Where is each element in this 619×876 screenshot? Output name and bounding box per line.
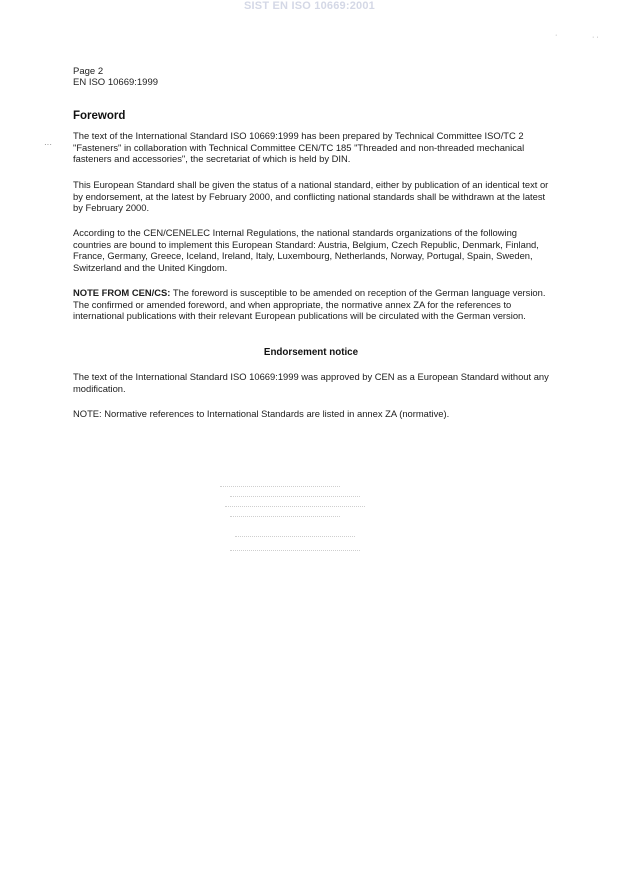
scan-mark: ··· [44,140,52,149]
foreword-paragraph-3: According to the CEN/CENELEC Internal Regulations, the national standards organizations of the following countries are bound to implement this European Standard: Austria, Belgium, Czech Republic, Denmark, Finland, France, Germany, Greece, Iceland, Ireland, Italy, Luxembourg, Netherlands, Norway, Portugal, Spain, Sweden, Switzerland and the United Kingdom. [73,227,539,273]
foreword-title: Foreword [73,110,126,122]
foreword-paragraph-2: This European Standard shall be given the status of a national standard, either by publication of an identical text or by endorsement, at the latest by February 2000, and conflicting national standards shall be withdrawn at the latest by February 2000. [73,179,549,214]
page-number: Page 2 [73,66,104,77]
scan-speck: · · [592,34,599,41]
foreword-paragraph-1: The text of the International Standard ISO 10669:1999 has been prepared by Technical Committee ISO/TC 2 "Fasteners" in collaboration with Technical Committee CEN/TC 185 "Threaded and non-threaded mechanical fasteners and accessories", the secretariat of which is held by DIN. [73,130,525,165]
note-lead: NOTE FROM CEN/CS: [73,287,171,298]
faint-stamp-residue [210,478,370,558]
standard-reference: EN ISO 10669:1999 [73,77,159,88]
normative-references-note: NOTE: Normative references to International Standards are listed in annex ZA (normative). [73,408,450,419]
watermark: SIST EN ISO 10669:2001 [244,0,375,12]
note-from-cen [73,287,549,322]
page-header [73,66,158,88]
endorsement-title: Endorsement notice [263,347,359,358]
scan-speck: · [555,32,558,39]
note-text: The foreword is susceptible to be amended on reception of the German language version. The confirmed or amended foreword, and when appropriate, the normative annex ZA for the references to international publications with their relevant European publications will be circulated with the German version. [73,287,546,322]
endorsement-paragraph: The text of the International Standard ISO 10669:1999 was approved by CEN as a European Standard without any modification. [73,371,549,394]
